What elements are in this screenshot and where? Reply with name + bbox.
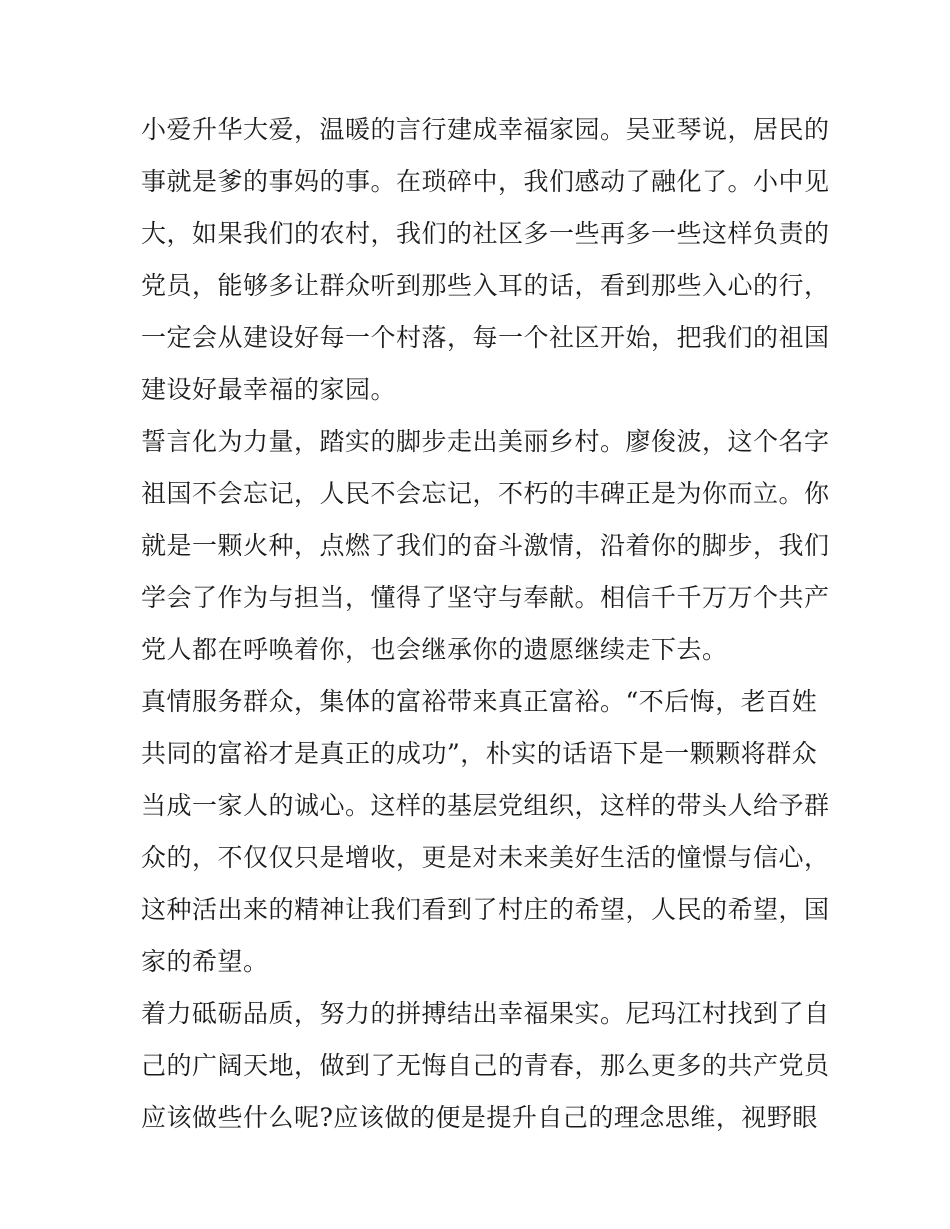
text-line: 小爱升华大爱，温暖的言行建成幸福家园。吴亚琴说，居民的 xyxy=(141,115,830,144)
text-line: 着力砥砺品质，努力的拼搏结出幸福果实。尼玛江村找到了自 xyxy=(141,999,830,1028)
text-line: 事就是爹的事妈的事。在琐碎中，我们感动了融化了。小中见 xyxy=(141,167,830,196)
document-body xyxy=(141,108,830,1148)
text-line: 家的希望。 xyxy=(141,947,269,976)
text-line: 当成一家人的诚心。这样的基层党组织，这样的带头人给予群 xyxy=(141,791,830,820)
text-line: 这种活出来的精神让我们看到了村庄的希望，人民的希望，国 xyxy=(141,895,830,924)
text-line: 共同的富裕才是真正的成功”，朴实的话语下是一颗颗将群众 xyxy=(141,739,818,768)
text-line: 党员，能够多让群众听到那些入耳的话，看到那些入心的行， xyxy=(141,271,830,300)
text-line: 誓言化为力量，踏实的脚步走出美丽乡村。廖俊波，这个名字 xyxy=(141,427,830,456)
text-line: 大，如果我们的农村，我们的社区多一些再多一些这样负责的 xyxy=(141,219,830,248)
paragraph-1 xyxy=(141,108,830,420)
paragraph-4 xyxy=(141,992,830,1148)
paragraph-2 xyxy=(141,420,830,680)
text-line: 就是一颗火种，点燃了我们的奋斗激情，沿着你的脚步，我们 xyxy=(141,531,830,560)
text-line: 己的广阔天地，做到了无悔自己的青春，那么更多的共产党员 xyxy=(141,1051,830,1080)
text-line: 真情服务群众，集体的富裕带来真正富裕。“不后悔，老百姓 xyxy=(141,687,818,716)
text-line: 党人都在呼唤着你，也会继承你的遗愿继续走下去。 xyxy=(141,635,728,664)
text-line: 学会了作为与担当，懂得了坚守与奉献。相信千千万万个共产 xyxy=(141,583,830,612)
text-line: 建设好最幸福的家园。 xyxy=(141,375,397,404)
paragraph-3 xyxy=(141,680,830,992)
text-line: 祖国不会忘记，人民不会忘记，不朽的丰碑正是为你而立。你 xyxy=(141,479,830,508)
text-line: 一定会从建设好每一个村落，每一个社区开始，把我们的祖国 xyxy=(141,323,830,352)
text-line: 应该做些什么呢?应该做的便是提升自己的理念思维，视野眼 xyxy=(141,1103,818,1132)
text-line: 众的，不仅仅只是增收，更是对未来美好生活的憧憬与信心， xyxy=(141,843,830,872)
